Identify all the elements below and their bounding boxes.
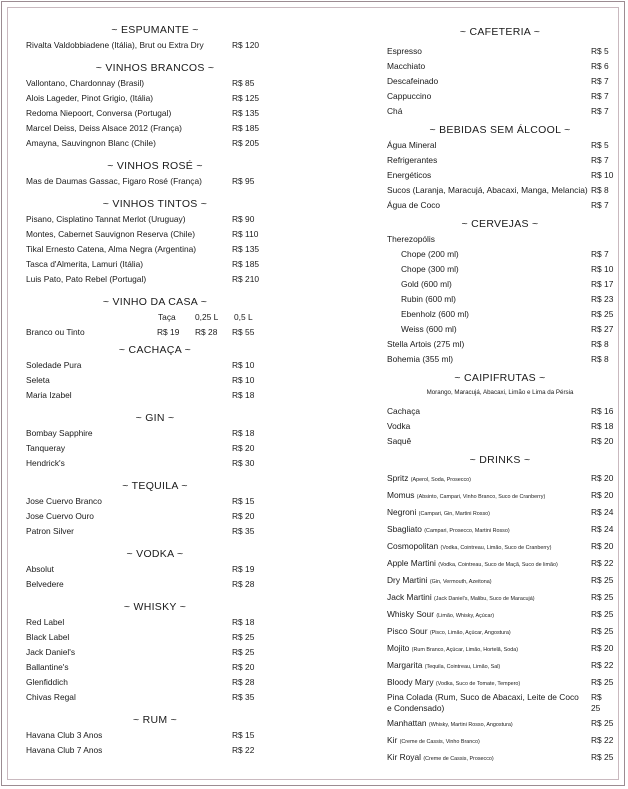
item-price: R$ 8 xyxy=(591,339,609,349)
item-price: R$ 95 xyxy=(232,176,255,186)
drink-ingredients: (Vodka, Cointreau, Suco de Maçã, Suco de limão) xyxy=(438,562,558,568)
item-price: R$ 28 xyxy=(232,677,255,687)
item-name: Chivas Regal xyxy=(26,692,76,702)
whisky-header: ~ WHISKY ~ xyxy=(123,601,187,613)
whisky-list xyxy=(26,615,284,705)
item-price: R$ 205 xyxy=(232,138,260,148)
item-price: R$ 10 xyxy=(232,375,255,385)
item-name: Tasca d'Almerita, Lamuri (Itália) xyxy=(26,259,144,269)
menu-item xyxy=(387,292,613,307)
menu-item xyxy=(26,630,284,645)
item-price: R$ 18 xyxy=(232,428,255,438)
drink-name: Bloody Mary xyxy=(387,677,434,687)
menu-item xyxy=(26,524,284,539)
drink-name: Sbagliato xyxy=(387,524,422,534)
bebidas-sem-alcool-list xyxy=(387,138,613,213)
item-name: Rubin (600 ml) xyxy=(401,294,456,304)
tequila-list xyxy=(26,494,284,539)
menu-item xyxy=(387,74,613,89)
item-price: R$ 28 xyxy=(195,327,218,337)
menu-item xyxy=(387,44,613,59)
item-price: R$ 85 xyxy=(232,78,255,88)
menu-item xyxy=(387,657,613,674)
menu-item xyxy=(26,388,284,403)
menu-item xyxy=(26,441,284,456)
item-price: R$ 22 xyxy=(591,558,614,568)
item-name: Ballantine's xyxy=(26,662,69,672)
item-name: Cappuccino xyxy=(387,91,432,101)
menu-item xyxy=(387,277,613,292)
item-price: R$ 125 xyxy=(232,93,260,103)
menu-item xyxy=(26,38,284,53)
menu-item xyxy=(387,198,613,213)
item-price: R$ 18 xyxy=(591,421,614,431)
menu-item xyxy=(26,426,284,441)
drink-name: Kir Royal xyxy=(387,752,421,762)
item-name: Stella Artois (275 ml) xyxy=(387,339,465,349)
item-price: R$ 20 xyxy=(591,436,614,446)
item-price: R$ 28 xyxy=(232,579,255,589)
espumante-list xyxy=(26,38,284,53)
item-price: R$ 25 xyxy=(591,309,614,319)
item-name: Branco ou Tinto xyxy=(26,327,85,337)
left-column xyxy=(26,18,284,758)
menu-item xyxy=(387,572,613,589)
item-price: R$ 210 xyxy=(232,274,260,284)
item-name: Descafeinado xyxy=(387,76,439,86)
drink-name: Pisco Sour xyxy=(387,626,428,636)
drinks-header: ~ DRINKS ~ xyxy=(469,454,531,466)
cervejas-header: ~ CERVEJAS ~ xyxy=(461,218,539,230)
menu-item xyxy=(387,59,613,74)
item-name: Alois Lageder, Pinot Grigio, (Itália) xyxy=(26,93,154,103)
item-price: R$ 17 xyxy=(591,279,614,289)
menu-item xyxy=(387,352,613,367)
cervejas-list xyxy=(387,232,613,367)
drink-name: Apple Martini xyxy=(387,558,436,568)
item-price: R$ 5 xyxy=(591,46,609,56)
item-price: R$ 25 xyxy=(232,647,255,657)
menu-item xyxy=(26,675,284,690)
menu-item xyxy=(26,91,284,106)
menu-item xyxy=(387,262,613,277)
item-price: R$ 22 xyxy=(591,735,614,745)
item-price: R$ 25 xyxy=(591,592,614,602)
cachaca-header: ~ CACHAÇA ~ xyxy=(118,344,192,356)
item-price: R$ 20 xyxy=(591,541,614,551)
menu-item xyxy=(387,168,613,183)
menu-item xyxy=(387,138,613,153)
drink-name: Momus xyxy=(387,490,415,500)
menu-item xyxy=(26,358,284,373)
vinhos-rose-list xyxy=(26,174,284,189)
menu-item xyxy=(387,487,613,504)
menu-item xyxy=(26,242,284,257)
item-name-line xyxy=(387,749,494,768)
item-price: R$ 5 xyxy=(591,140,609,150)
menu-item xyxy=(26,562,284,577)
item-name: Água Mineral xyxy=(387,140,437,150)
vinhos-rose-header: ~ VINHOS ROSÉ ~ xyxy=(107,160,203,172)
drink-ingredients: (Aperol, Soda, Prosecco) xyxy=(410,477,471,483)
size-label: Taça xyxy=(158,312,176,322)
vodka-list xyxy=(26,562,284,592)
menu-item xyxy=(387,89,613,104)
item-price: R$ 15 xyxy=(232,730,255,740)
menu-item xyxy=(26,577,284,592)
item-name-line xyxy=(387,692,583,714)
drink-ingredients: (Gin, Vermouth, Azeitona) xyxy=(429,579,492,585)
menu-item xyxy=(26,645,284,660)
item-price: R$ 19 xyxy=(157,327,180,337)
item-name: Glenfiddich xyxy=(26,677,68,687)
item-name: Ebenholz (600 ml) xyxy=(401,309,469,319)
cafeteria-header: ~ CAFETERIA ~ xyxy=(459,26,541,38)
drink-ingredients: (Tequila, Cointreau, Limão, Sal) xyxy=(424,664,501,670)
menu-item xyxy=(387,623,613,640)
menu-item xyxy=(387,247,613,262)
item-name: Seleta xyxy=(26,375,50,385)
cafeteria-list xyxy=(387,44,613,119)
menu-item xyxy=(387,183,613,198)
bebidas-sem-alcool-header: ~ BEBIDAS SEM ÁLCOOL ~ xyxy=(429,124,571,136)
vinho-da-casa-sizes xyxy=(26,310,284,324)
item-price: R$ 20 xyxy=(232,662,255,672)
item-price: R$ 23 xyxy=(591,294,614,304)
item-name: Maria Izabel xyxy=(26,390,72,400)
item-name: Bombay Sapphire xyxy=(26,428,93,438)
item-price: R$ 22 xyxy=(591,660,614,670)
item-name: Montes, Cabernet Sauvignon Reserva (Chile) xyxy=(26,229,195,239)
drink-ingredients: (Rum Branco, Açúcar, Limão, Hortelã, Soda) xyxy=(411,647,519,653)
item-name: Tanqueray xyxy=(26,443,66,453)
item-price: R$ 10 xyxy=(232,360,255,370)
item-price: R$ 20 xyxy=(591,643,614,653)
item-price: R$ 27 xyxy=(591,324,614,334)
item-price: R$ 30 xyxy=(232,458,255,468)
item-price: R$ 25 xyxy=(591,677,614,687)
menu-item xyxy=(387,715,613,732)
item-name: Jose Cuervo Ouro xyxy=(26,511,94,521)
item-price: R$ 7 xyxy=(591,76,609,86)
item-name: Mas de Daumas Gassac, Figaro Rosé (França) xyxy=(26,176,202,186)
item-price: R$ 25 xyxy=(591,692,602,713)
item-price: R$ 35 xyxy=(232,692,255,702)
menu-item xyxy=(26,174,284,189)
item-name: Redoma Niepoort, Conversa (Portugal) xyxy=(26,108,172,118)
menu-item xyxy=(387,749,613,766)
item-name: Cachaça xyxy=(387,406,421,416)
item-price: R$ 15 xyxy=(232,496,255,506)
menu-item xyxy=(387,589,613,606)
item-name: Havana Club 7 Anos xyxy=(26,745,103,755)
item-name: Jack Daniel's xyxy=(26,647,76,657)
vinho-da-casa-header: ~ VINHO DA CASA ~ xyxy=(102,296,208,308)
item-price: R$ 90 xyxy=(232,214,255,224)
item-name: Jose Cuervo Branco xyxy=(26,496,102,506)
menu-item xyxy=(387,470,613,487)
menu-frame xyxy=(1,1,625,786)
menu-item xyxy=(387,538,613,555)
item-price: R$ 7 xyxy=(591,249,609,259)
group-name: Therezopólis xyxy=(387,234,435,244)
item-price: R$ 110 xyxy=(232,229,259,239)
item-price: R$ 22 xyxy=(232,745,255,755)
menu-item xyxy=(26,615,284,630)
menu-item xyxy=(26,494,284,509)
drink-ingredients: (Creme de Cassis, Prosecco) xyxy=(423,756,494,762)
menu-item xyxy=(387,419,613,434)
vinhos-brancos-list xyxy=(26,76,284,151)
item-name: Patron Silver xyxy=(26,526,74,536)
item-name: Refrigerantes xyxy=(387,155,438,165)
item-price: R$ 25 xyxy=(232,632,255,642)
drink-name: Whisky Sour xyxy=(387,609,435,619)
item-name: Saquê xyxy=(387,436,412,446)
item-price: R$ 35 xyxy=(232,526,255,536)
drink-name: Margarita xyxy=(387,660,423,670)
item-name: Weiss (600 ml) xyxy=(401,324,457,334)
item-price: R$ 120 xyxy=(232,40,260,50)
caipifrutas-list xyxy=(387,404,613,449)
item-name: Gold (600 ml) xyxy=(401,279,452,289)
drink-name: Manhattan xyxy=(387,718,427,728)
item-name: Amayna, Sauvingnon Blanc (Chile) xyxy=(26,138,156,148)
item-price: R$ 8 xyxy=(591,354,609,364)
espumante-header: ~ ESPUMANTE ~ xyxy=(111,24,199,36)
right-column xyxy=(387,20,613,766)
item-price: R$ 16 xyxy=(591,406,614,416)
gin-header: ~ GIN ~ xyxy=(135,412,175,424)
drink-name: Jack Martini xyxy=(387,592,432,602)
menu-item xyxy=(26,509,284,524)
item-price: R$ 8 xyxy=(591,185,609,195)
item-name: Absolut xyxy=(26,564,54,574)
item-price: R$ 25 xyxy=(591,575,614,585)
item-price: R$ 24 xyxy=(591,524,614,534)
item-price: R$ 24 xyxy=(591,507,614,517)
item-price: R$ 10 xyxy=(591,170,614,180)
item-name: Luis Pato, Pato Rebel (Portugal) xyxy=(26,274,147,284)
vinhos-tintos-header: ~ VINHOS TINTOS ~ xyxy=(102,198,208,210)
item-price: R$ 7 xyxy=(591,200,609,210)
item-name: Belvedere xyxy=(26,579,64,589)
menu-item xyxy=(26,106,284,121)
menu-item xyxy=(387,691,613,715)
item-name: Energéticos xyxy=(387,170,432,180)
item-price: R$ 18 xyxy=(232,390,255,400)
rum-list xyxy=(26,728,284,758)
menu-item xyxy=(26,76,284,91)
item-name: Red Label xyxy=(26,617,65,627)
drink-ingredients: (Whisky, Martini Rosso, Angostura) xyxy=(428,722,513,728)
menu-item xyxy=(387,640,613,657)
menu-item xyxy=(26,272,284,287)
item-name: Black Label xyxy=(26,632,70,642)
item-name: Chá xyxy=(387,106,403,116)
menu-item xyxy=(26,227,284,242)
size-label: 0,5 L xyxy=(234,312,253,322)
menu-item xyxy=(387,521,613,538)
item-name: Pisano, Cisplatino Tannat Merlot (Uruguay) xyxy=(26,214,186,224)
menu-item xyxy=(26,660,284,675)
item-name: Vodka xyxy=(387,421,411,431)
drink-name: Kir xyxy=(387,735,398,745)
item-name: Sucos (Laranja, Maracujá, Abacaxi, Manga, Melancia) xyxy=(387,185,588,195)
menu-item xyxy=(26,121,284,136)
menu-item xyxy=(387,307,613,322)
item-price: R$ 7 xyxy=(591,91,609,101)
menu-item xyxy=(26,212,284,227)
drink-name: Mojito xyxy=(387,643,410,653)
item-name: Bohemia (355 ml) xyxy=(387,354,454,364)
item-name: Tikal Ernesto Catena, Alma Negra (Argentina) xyxy=(26,244,197,254)
drinks-list xyxy=(387,470,613,766)
beer-group-label xyxy=(387,232,613,247)
item-price: R$ 135 xyxy=(232,244,260,254)
item-price: R$ 20 xyxy=(591,490,614,500)
caipifrutas-header: ~ CAIPIFRUTAS ~ xyxy=(454,372,546,384)
drink-ingredients: (Campari, Gin, Martini Rosso) xyxy=(418,511,490,517)
drink-name: Negroni xyxy=(387,507,417,517)
drink-ingredients: (Jack Daniel's, Malibu, Suco de Maracujá) xyxy=(434,596,535,602)
item-name: Chope (200 ml) xyxy=(401,249,459,259)
cachaca-list xyxy=(26,358,284,403)
item-price: R$ 20 xyxy=(232,443,255,453)
vodka-header: ~ VODKA ~ xyxy=(126,548,184,560)
item-price: R$ 135 xyxy=(232,108,260,118)
rum-header: ~ RUM ~ xyxy=(132,714,178,726)
item-name: Soledade Pura xyxy=(26,360,82,370)
item-price: R$ 7 xyxy=(591,155,609,165)
item-price: R$ 10 xyxy=(591,264,614,274)
item-name: Vallontano, Chardonnay (Brasil) xyxy=(26,78,145,88)
item-name: Marcel Deiss, Deiss Alsace 2012 (França) xyxy=(26,123,182,133)
item-name: Espresso xyxy=(387,46,422,56)
drink-name: Pina Colada xyxy=(387,692,433,702)
item-price: R$ 6 xyxy=(591,61,609,71)
drink-ingredients: (Creme de Cassis, Vinho Branco) xyxy=(399,739,480,745)
menu-item xyxy=(26,690,284,705)
menu-item xyxy=(387,606,613,623)
drink-ingredients: (Pisco, Limão, Açúcar, Angostura) xyxy=(429,630,511,636)
menu-item xyxy=(387,153,613,168)
menu-item xyxy=(26,373,284,388)
vinhos-brancos-header: ~ VINHOS BRANCOS ~ xyxy=(95,62,215,74)
item-price: R$ 19 xyxy=(232,564,255,574)
item-price: R$ 185 xyxy=(232,259,260,269)
caipifrutas-flavors-note: Morango, Maracujá, Abacaxi, Limão e Lima da Pérsia xyxy=(426,389,574,396)
item-price: R$ 185 xyxy=(232,123,260,133)
drink-ingredients: (Limão, Whisky, Açúcar) xyxy=(436,613,495,619)
item-price: R$ 25 xyxy=(591,752,614,762)
item-name: Macchiato xyxy=(387,61,426,71)
item-price: R$ 55 xyxy=(232,327,255,337)
menu-item xyxy=(387,434,613,449)
item-name: Água de Coco xyxy=(387,200,441,210)
item-price: R$ 7 xyxy=(591,106,609,116)
vinhos-tintos-list xyxy=(26,212,284,287)
item-name: Hendrick's xyxy=(26,458,65,468)
gin-list xyxy=(26,426,284,471)
tequila-header: ~ TEQUILA ~ xyxy=(122,480,188,492)
menu-item xyxy=(387,674,613,691)
item-price: R$ 25 xyxy=(591,609,614,619)
menu-item xyxy=(387,322,613,337)
menu-item xyxy=(26,743,284,758)
item-price: R$ 20 xyxy=(232,511,255,521)
menu-item xyxy=(387,404,613,419)
item-name: Havana Club 3 Anos xyxy=(26,730,103,740)
drink-name: Spritz xyxy=(387,473,409,483)
menu-item xyxy=(387,104,613,119)
menu-item xyxy=(387,555,613,572)
item-price: R$ 25 xyxy=(591,626,614,636)
menu-item xyxy=(26,728,284,743)
item-price: R$ 25 xyxy=(591,718,614,728)
menu-item xyxy=(387,337,613,352)
menu-item xyxy=(387,732,613,749)
menu-item xyxy=(26,136,284,151)
drink-ingredients: (Rum, Suco de Abacaxi, Leite de Coco e Condensado) xyxy=(387,692,579,713)
menu-item xyxy=(26,257,284,272)
item-price: R$ 20 xyxy=(591,473,614,483)
drink-ingredients: (Absinto, Campari, Vinho Branco, Suco de Cranberry) xyxy=(416,494,546,500)
size-label: 0,25 L xyxy=(195,312,219,322)
menu-inner-border xyxy=(7,7,619,780)
drink-ingredients: (Vodka, Cointreau, Limão, Suco de Cranberry) xyxy=(440,545,552,551)
drink-ingredients: (Vodka, Suco de Tomate, Tempero) xyxy=(435,681,521,687)
drink-name: Cosmopolitan xyxy=(387,541,439,551)
menu-item xyxy=(26,456,284,471)
item-price: R$ 18 xyxy=(232,617,255,627)
drink-ingredients: (Campari, Prosecco, Martini Rosso) xyxy=(424,528,510,534)
item-name: Rivalta Valdobbiadene (Itália), Brut ou Extra Dry xyxy=(26,40,204,50)
menu-item xyxy=(387,504,613,521)
drink-name: Dry Martini xyxy=(387,575,428,585)
item-name: Chope (300 ml) xyxy=(401,264,459,274)
vinho-da-casa-row xyxy=(26,324,284,340)
